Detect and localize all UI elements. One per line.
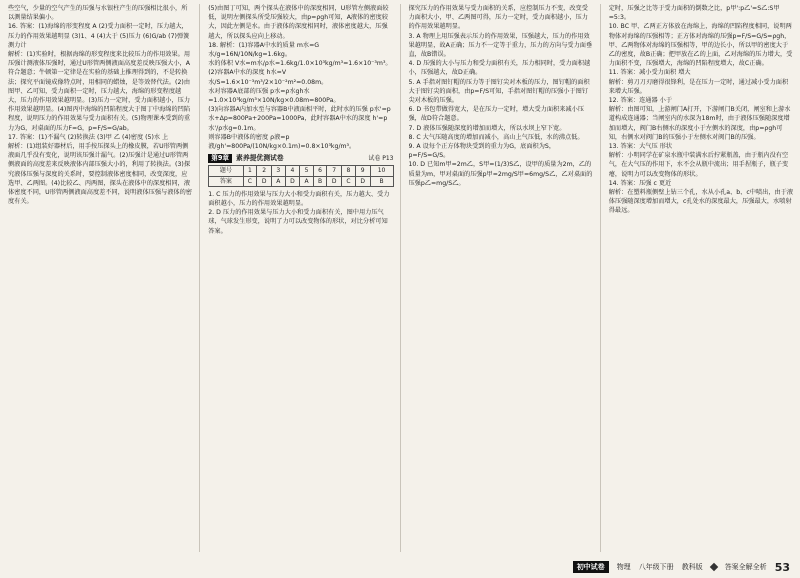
table-cell: D xyxy=(355,176,370,186)
table-row-answers xyxy=(209,176,393,186)
paragraph: 则容器B中液体的密度 ρ液=p液/gh'=800Pa/(10N/kg×0.1m)=0.8×10³kg/m³。 xyxy=(208,133,356,151)
analysis-9: 9. A 设每个正方体物块受到的重力为G，底面积为S，p=F/S=G/S。 xyxy=(408,143,556,160)
table-cell: 9 xyxy=(355,166,370,176)
table-cell: 4 xyxy=(285,166,300,176)
column-1 xyxy=(8,4,200,552)
section-ref: 试卷 P13 xyxy=(368,155,394,163)
analysis-11: 解析：剪刀刀刃磨得很锋利，是在压力一定时，通过减小受力面积来增大压强。 xyxy=(608,78,789,95)
page-footer xyxy=(0,556,800,578)
text-columns xyxy=(8,4,794,552)
table-cell: D xyxy=(257,176,272,186)
table-cell: 3 xyxy=(272,166,285,176)
paragraph: 水对容器A底部的压强 p水=ρ水gh水=1.0×10³kg/m³×10N/kg×0.08m=800Pa。 xyxy=(208,87,340,105)
table-cell: B xyxy=(370,176,393,186)
table-cell: 1 xyxy=(243,166,257,176)
paragraph: 探究压力的作用效果与受力面积的关系，应控制压力不变，改变受力面积大小，甲、乙两图可得，压力一定时，受力面积越小，压力的作用效果越明显。 xyxy=(408,5,588,31)
table-cell: 题号 xyxy=(209,166,243,176)
analysis-10: 10. D 已知m甲=2m乙，S甲=(1/3)S乙，设甲的质量为2m，乙的质量为m，甲对桌面的压强p甲=2mg/S甲=6mg/S乙，乙对桌面的压强p乙=mg/S乙。 xyxy=(408,161,593,187)
table-cell: 6 xyxy=(313,166,327,176)
paragraph: 水的体积 V水=m水/ρ水=1.6kg/1.0×10³kg/m³=1.6×10⁻³m³。 xyxy=(208,60,392,68)
answer-14: 14. 答案：压强 c 更近 xyxy=(608,179,672,187)
table-cell: C xyxy=(342,176,356,186)
analysis-10b: 10. BC 甲、乙两正方体放在海绵上，海绵的凹陷程度相同，说明两物体对海绵的压强相等；正方体对海绵的压强p=F/S=G/S=ρgh，甲、乙两物体对海绵的压强相等，甲的边长小，所以甲的密度大于乙的密度，故B正确；把甲放在乙的上面，乙对海绵的压力增大，受力面积不变，压强增大，海绵的凹陷程度增大，故C正确。 xyxy=(608,23,793,68)
table-cell: 7 xyxy=(327,166,342,176)
edition-label: 教科版 xyxy=(681,563,703,571)
analysis-14: 解析：在塑料瓶侧壁上钻三个孔，水从小孔a、b、c中喷出，由于液体压强随深度增加而增大，c孔处水的深度最大，压强最大，水喷射得最远。 xyxy=(608,189,794,215)
section-header xyxy=(208,154,393,163)
analysis-7: 7. D 液体压强随深度的增加而增大，所以水坝上窄下宽。 xyxy=(408,124,566,132)
answer-13: 13. 答案：大气压 形状 xyxy=(608,143,673,151)
subject-label: 物理 xyxy=(616,563,631,571)
brand-label: 初中试卷 xyxy=(573,561,609,573)
answer-12: 12. 答案：连通器 小于 xyxy=(608,97,673,105)
answer-16: 16. 答案：(1)海绵的形变程度 A (2)受力面积一定时，压力越大，压力的作用效果越明显 (3)1、4 (4)大于 (5)压力 (6)G/ab (7)弹簧测力计 xyxy=(8,23,190,49)
analysis-2: 2. D 压力的作用效果与压力大小和受力面积有关，图中用力压气球，气球发生形变，说明了力可以改变物体的形状，对比分析可知答案。 xyxy=(208,209,388,235)
answer-11: 11. 答案：减小受力面积 增大 xyxy=(608,69,691,77)
table-cell: 2 xyxy=(257,166,272,176)
table-cell: C xyxy=(243,176,257,186)
grade-label: 八年级下册 xyxy=(638,563,674,571)
column-4 xyxy=(609,4,794,552)
analysis-4: 4. D 压强的大小与压力和受力面积有关，压力相同时，受力面积越小，压强越大，故D正确。 xyxy=(408,60,591,77)
paragraph: (5)由图丁可知，两个探头在液体中的深度相同，U形管左侧液面较低，说明左侧探头所受压强较大，由p=ρgh可知，A液体的密度较大，因此左侧是水。由于液体的深度相同时，液体密度越大，压强越大，所以探头应向上移动。 xyxy=(208,5,389,40)
table-row-header xyxy=(209,166,393,176)
analysis-1: 1. C 压力的作用效果与压力大小和受力面积有关，压力越大、受力面积越小，压力的作用效果越明显。 xyxy=(208,190,390,208)
paragraph: 定时，压强之比等于受力面积的倒数之比，p甲':p乙'=S乙:S甲=5:3。 xyxy=(608,5,780,22)
analysis-16: 解析：(1)实验时，根据海绵的形变程度来比较压力的作用效果。用压强计测液体压强时，通过U形管两侧液面高度差反映压强大小，A符合题意；牛顿第一定律是在实验的基础上推理得到的，不是转换法；探究平面镜成像特点时，用相同的蜡烛，是等效替代法。(2)由图甲、乙可知，受力面积一定时，压力越大，海绵的形变程度越大，压力的作用效果越明显。(3)压力一定时，受力面积越小，压力作用效果越明显。(4)图丙中海绵的凹陷程度大于图丁中海绵的凹陷程度，说明压力的作用效果与受力面积有关。(5)物理课本受到的重力为G，对桌面的压力F=G，p=F/S=G/ab。 xyxy=(8,51,191,132)
table-cell: A xyxy=(300,176,313,186)
table-cell: 答案 xyxy=(209,176,243,186)
section-title: 素养提优测试卷 xyxy=(236,154,284,163)
analysis-5: 5. A 手指对图钉帽的压力等于图钉尖对木板的压力，图钉帽的面积大于图钉尖的面积，由p=F/S可知，手指对图钉帽的压强小于图钉尖对木板的压强。 xyxy=(408,78,590,105)
table-cell: B xyxy=(313,176,327,186)
analysis-13: 解析：小明同学在矿泉水瓶中装满水后拧紧瓶盖，由于瓶内没有空气，在大气压的作用下，水不会从瓶中流出；用手捏瓶子，瓶子变瘪，说明力可以改变物体的形状。 xyxy=(608,152,789,178)
section-tag: 第9章 xyxy=(208,154,232,163)
paragraph: (2)容器A中水的深度 h水=V水/S=1.6×10⁻³m³/2×10⁻²m²=0.08m。 xyxy=(208,69,328,86)
column-2 xyxy=(208,4,400,552)
analysis-3: 3. A 物理上用压强表示压力的作用效果，压强越大，压力的作用效果越明显，故A正确；压力不一定等于重力，压力的方向与受力面垂直，故B错误。 xyxy=(408,32,593,59)
column-3 xyxy=(409,4,601,552)
analysis-8: 8. C 大气压随高度的增加而减小，高山上气压低，水的沸点低。 xyxy=(408,133,584,141)
table-cell: D xyxy=(285,176,300,186)
analysis-17: 解析：(1)组装好器材后，用手按压探头上的橡皮膜，若U形管两侧液面几乎没有变化，说明该压强计漏气。(2)压强计是通过U形管两侧液面的高度差来反映液体内部压强大小的，利用了转换法。(3)探究液体压强与深度的关系时，要控制液体密度相同，改变深度，应选甲、乙两图。(4)比较乙、丙两图，探头在液体中的深度相同，液体密度不同，U形管两侧液面高度差不同，说明液体压强与液体的密度有关。 xyxy=(8,143,192,206)
table-cell: D xyxy=(327,176,342,186)
paragraph: 些空气，少量的空气产生的压强与水银柱产生的压强相比很小，所以测量结果偏小。 xyxy=(8,5,188,22)
answer-17: 17. 答案：(1)不漏气 (2)转换法 (3)甲 乙 (4)密度 (5)水 上 xyxy=(8,133,169,141)
diamond-icon xyxy=(709,563,717,571)
table-cell: 8 xyxy=(342,166,356,176)
table-cell: 10 xyxy=(370,166,393,176)
table-cell: A xyxy=(272,176,285,186)
page-number: 53 xyxy=(774,560,790,574)
table-cell: 5 xyxy=(300,166,313,176)
analysis-6: 6. D 书包带做得宽大，是在压力一定时，增大受力面积来减小压强，故D符合题意。 xyxy=(408,106,584,123)
analysis-18: 18. 解析：(1)容器A中水的质量 m水=G水/g=16N/10N/kg=1.6kg。 xyxy=(208,41,320,59)
answer-table xyxy=(208,165,393,186)
paragraph: (3)向容器A内加水至与容器B中液面相平时，此时水的压强 p水'=p水+Δp=800Pa+200Pa=1000Pa，此时容器A中水的深度 h'=p水'/ρ水g=0.1m。 xyxy=(208,106,391,132)
analysis-12: 解析：由图可知，上游闸门A打开，下游闸门B关闭，闸室和上游水道构成连通器；当闸室内的水深为18m时，由于液体压强随深度增加而增大，阀门B右侧水的深度小于左侧水的深度，由p=ρgh可知，右侧水对阀门B的压强小于左侧水对阀门B的压强。 xyxy=(608,106,791,141)
footer-title: 答案全解全析 xyxy=(724,563,767,571)
